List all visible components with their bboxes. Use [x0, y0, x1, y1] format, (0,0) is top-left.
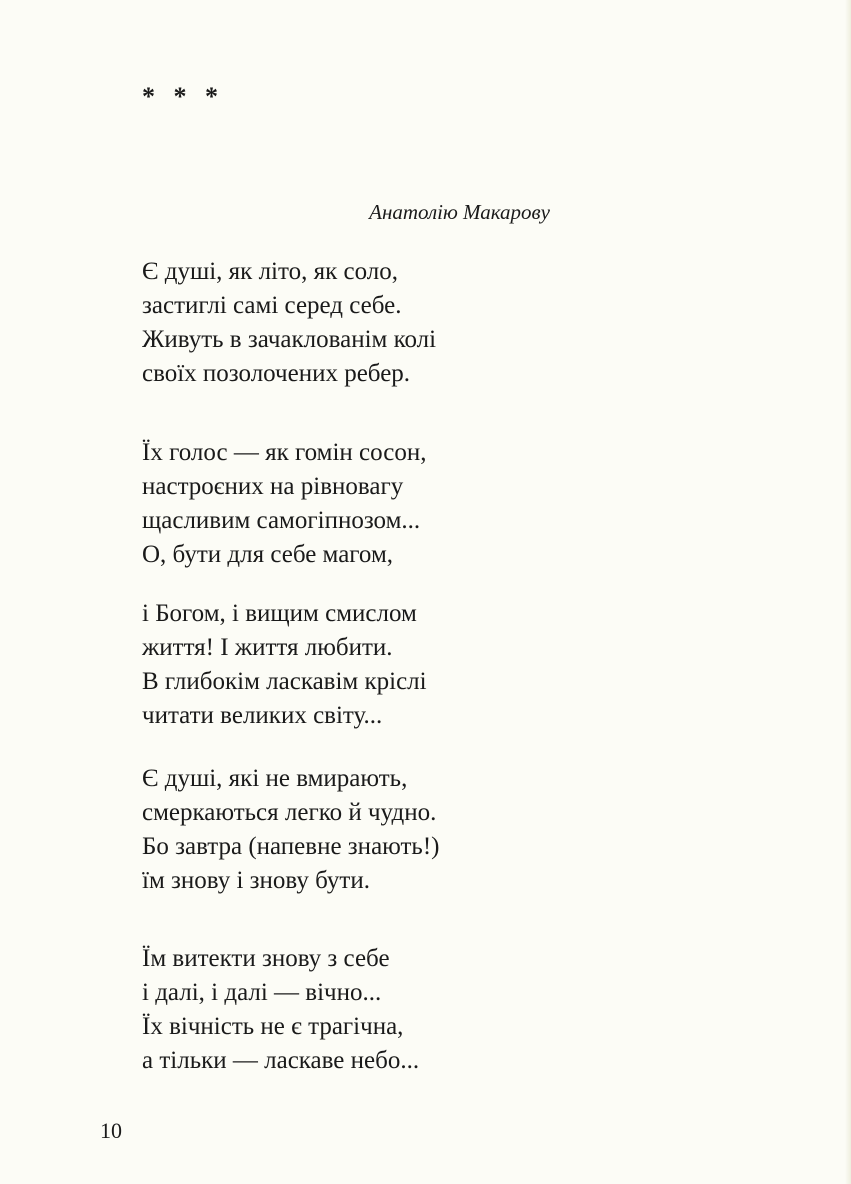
poem-line: своїх позолочених ребер. [142, 360, 411, 387]
poem-line: Їм витекти знову з себе [142, 945, 390, 972]
poem-line: і далі, і далі — вічно... [142, 979, 382, 1006]
stanza-2 [142, 436, 426, 572]
poem-line: а тільки — ласкаве небо... [142, 1047, 420, 1074]
poem-line: Їх вічність не є трагічна, [142, 1013, 404, 1040]
page-number: 10 [100, 1118, 122, 1143]
poem-line: настроєних на рівновагу [142, 473, 404, 500]
poem-line: щасливим самогіпнозом... [142, 507, 421, 534]
poem-line: смеркаються легко й чудно. [142, 799, 437, 826]
poem-line: застиглі самі серед себе. [142, 292, 402, 319]
stanza-1 [142, 255, 436, 391]
poem-line: їм знову і знову бути. [142, 867, 370, 894]
poem-line: Є душі, які не вмирають, [142, 765, 408, 792]
dedication: Анатолію Макарову [369, 200, 550, 224]
poem-line: і Богом, і вищим смислом [142, 600, 417, 627]
poem-line: Живуть в зачаклованім колі [142, 326, 437, 353]
poem-line: Є душі, як літо, як соло, [142, 258, 398, 285]
stanza-3 [142, 597, 427, 733]
page-edge [845, 0, 851, 1184]
poem-line: В глибокім ласкавім кріслі [142, 668, 427, 695]
section-ornament: * * * [142, 82, 224, 111]
poem-line: читати великих світу... [142, 702, 383, 729]
poem-line: життя! І життя любити. [142, 634, 393, 661]
poem-line: Їх голос — як гомін сосон, [142, 439, 427, 466]
stanza-4 [142, 762, 440, 898]
poem-line: Бо завтра (напевне знають!) [142, 833, 440, 860]
poem-line: О, бути для себе магом, [142, 541, 394, 568]
stanza-5 [142, 942, 419, 1078]
